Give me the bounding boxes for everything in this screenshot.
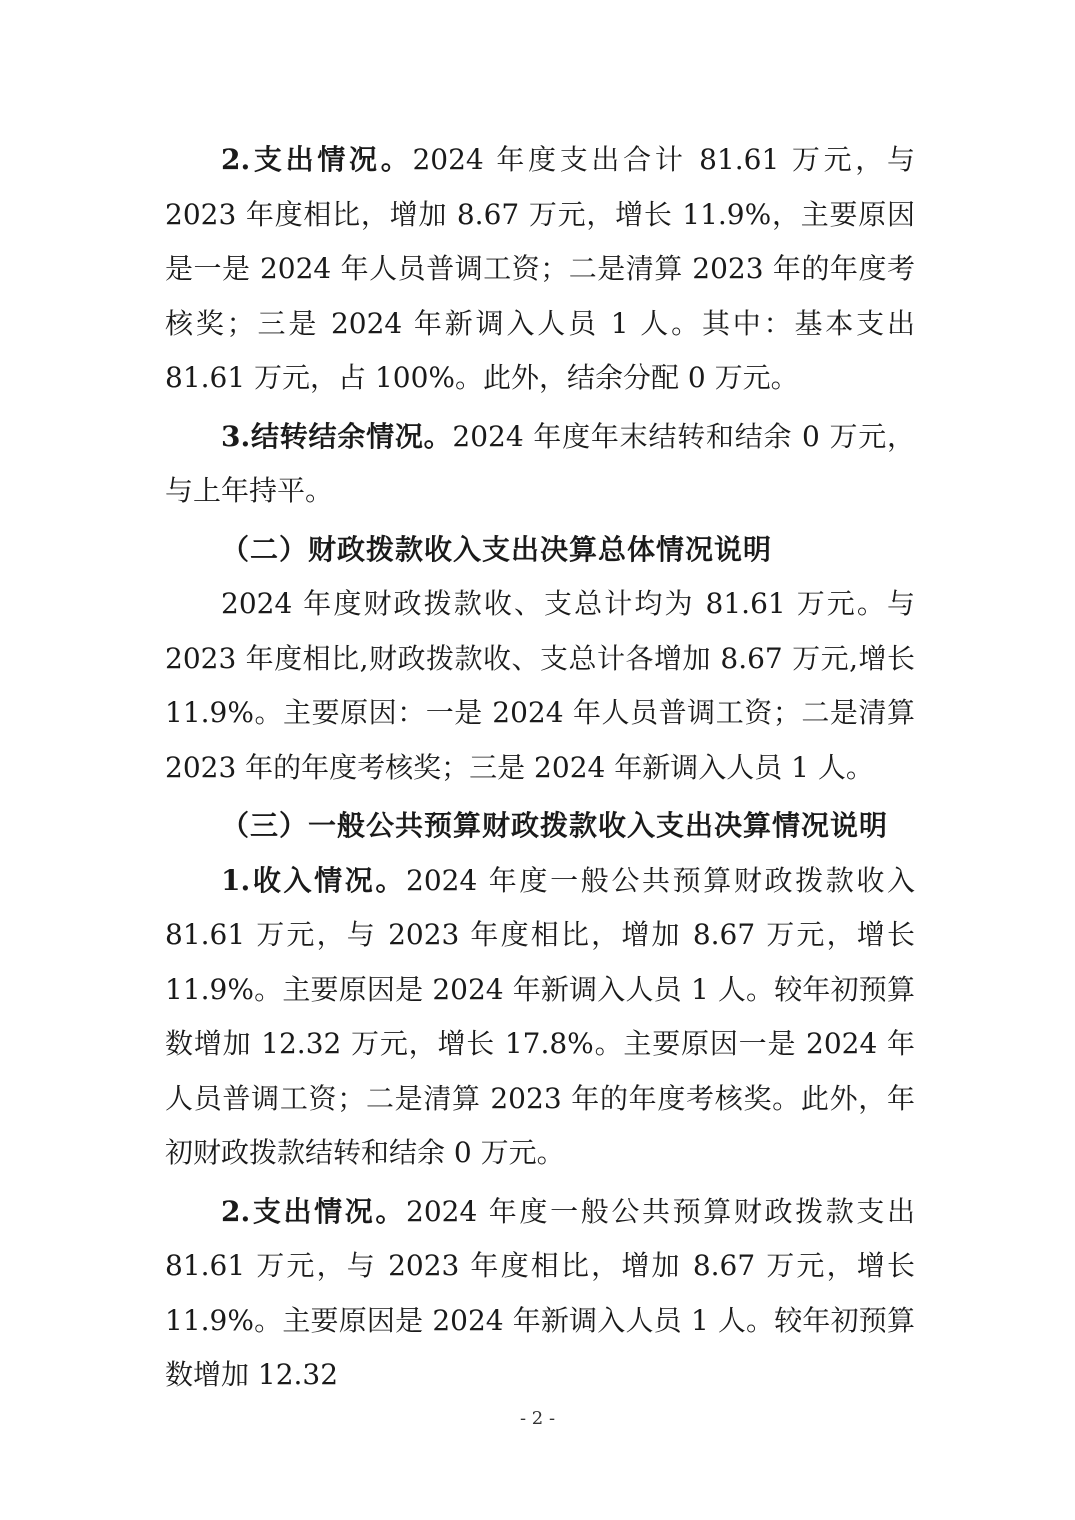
paragraph-text: 2024 年度年末结转和结余 0 万元，与上年持平。 — [165, 419, 916, 507]
paragraph-text: 2024 年度支出合计 81.61 万元，与 2023 年度相比，增加 8.67 万元，增长 11.9%，主要原因是一是 2024 年人员普调工资；二是清算 2023 年的年度考核奖；三是 2024 年新调入人员 1 人。其中：基本支出 81.61 万元，占 100%。此外，结余分配 0 万元。 — [165, 143, 915, 394]
paragraph-text: 2024 年度一般公共预算财政拨款支出 81.61 万元，与 2023 年度相比，增加 8.67 万元，增长 11.9%。主要原因是 2024 年新调入人员 1 人。较年初预算数增加 12.32 — [165, 1194, 915, 1391]
document-page — [165, 133, 915, 1403]
paragraph-expense-status — [165, 133, 915, 406]
paragraph-gp-income — [165, 854, 915, 1181]
paragraph-label: 2.支出情况。 — [221, 143, 413, 176]
page-number: - 2 - — [519, 1408, 556, 1429]
paragraph-gp-expense — [165, 1185, 915, 1403]
paragraph-text: 2024 年度一般公共预算财政拨款收入 81.61 万元，与 2023 年度相比，增加 8.67 万元，增长 11.9%。主要原因是 2024 年新调入人员 1 人。较年初预算数增加 12.32 万元，增长 17.8%。主要原因一是 2024 年人员普调工资；二是清算 2023 年的年度考核奖。此外，年初财政拨款结转和结余 0 万元。 — [165, 863, 915, 1169]
paragraph-carryover-status — [165, 410, 915, 519]
section-heading-fiscal-overview: （二）财政拨款收入支出决算总体情况说明 — [221, 532, 773, 566]
section-heading-general-public-budget: （三）一般公共预算财政拨款收入支出决算情况说明 — [221, 809, 889, 842]
paragraph-text: 2024 年度财政拨款收、支总计均为 81.61 万元。与 2023 年度相比,财政拨款收、支总计各增加 8.67 万元,增长 11.9%。主要原因：一是 2024 年人员普调工资；二是清算 2023 年的年度考核奖；三是 2024 年新调入人员 1 人。 — [165, 587, 915, 784]
paragraph-label: 2.支出情况。 — [221, 1194, 407, 1228]
paragraph-label: 3.结转结余情况。 — [221, 419, 453, 453]
paragraph-label: 1.收入情况。 — [221, 863, 407, 897]
paragraph-fiscal-total — [165, 577, 915, 795]
